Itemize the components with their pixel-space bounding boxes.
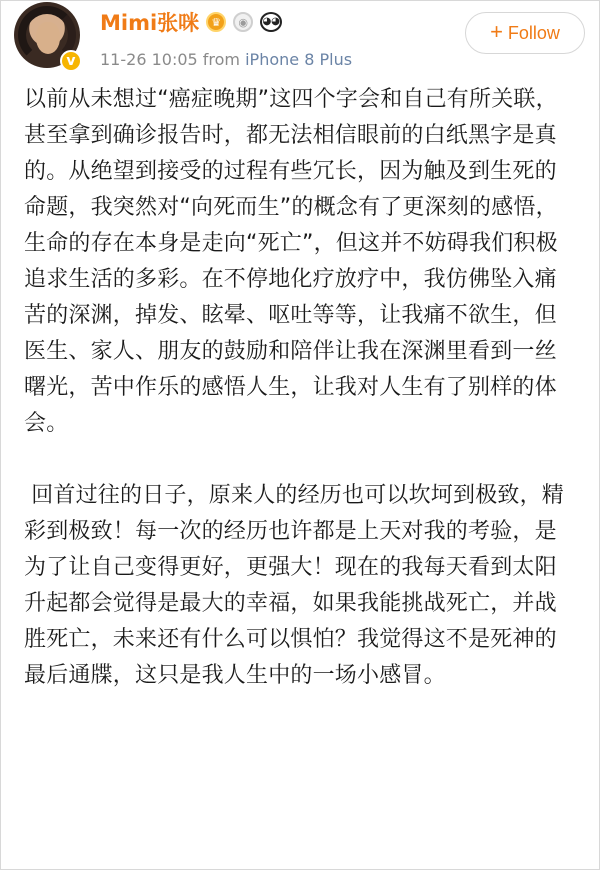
post-source-device[interactable]: iPhone 8 Plus — [245, 50, 353, 69]
post-content — [24, 82, 578, 694]
post-meta — [100, 50, 352, 69]
author-name[interactable]: Mimi张咪 — [100, 11, 200, 35]
plus-icon: + — [490, 19, 503, 44]
verified-icon: v — [60, 50, 82, 72]
panda-icon: ◕◕ — [260, 12, 282, 32]
follow-button[interactable] — [465, 12, 585, 54]
post-header — [0, 0, 600, 92]
crown-icon: ♛ — [206, 12, 226, 32]
author-row — [100, 7, 282, 37]
post-timestamp: 11-26 10:05 — [100, 50, 198, 69]
post-paragraph: 以前从未想过“癌症晚期”这四个字会和自己有所关联，甚至拿到确诊报告时，都无法相信眼前的白纸黑字是真的。从绝望到接受的过程有些冗长，因为触及到生死的命题，我突然对“向死而生”的概念有了更深刻的感悟，生命的存在本身是走向“死亡”，但这并不妨碍我们积极追求生活的多彩。在不停地化疗放疗中，我仿佛坠入痛苦的深渊，掉发、眩晕、呕吐等等，让我痛不欲生，但医生、家人、朋友的鼓励和陪伴让我在深渊里看到一丝曙光，苦中作乐的感悟人生，让我对人生有了别样的体会。 — [24, 87, 558, 436]
post-paragraph: 回首过往的日子，原来人的经历也可以坎坷到极致，精彩到极致！每一次的经历也许都是上天对我的考验，是为了让自己变得更好，更强大！现在的我每天看到太阳升起都会觉得是最大的幸福，如果我能挑战死亡，并战胜死亡，未来还有什么可以惧怕？我觉得这不是死神的最后通牒，这只是我人生中的一场小感冒。 — [24, 483, 565, 688]
avatar-face — [36, 22, 60, 54]
post-source-prefix: from — [202, 50, 241, 69]
follow-label: Follow — [507, 22, 560, 43]
medal-icon: ◉ — [233, 12, 253, 32]
